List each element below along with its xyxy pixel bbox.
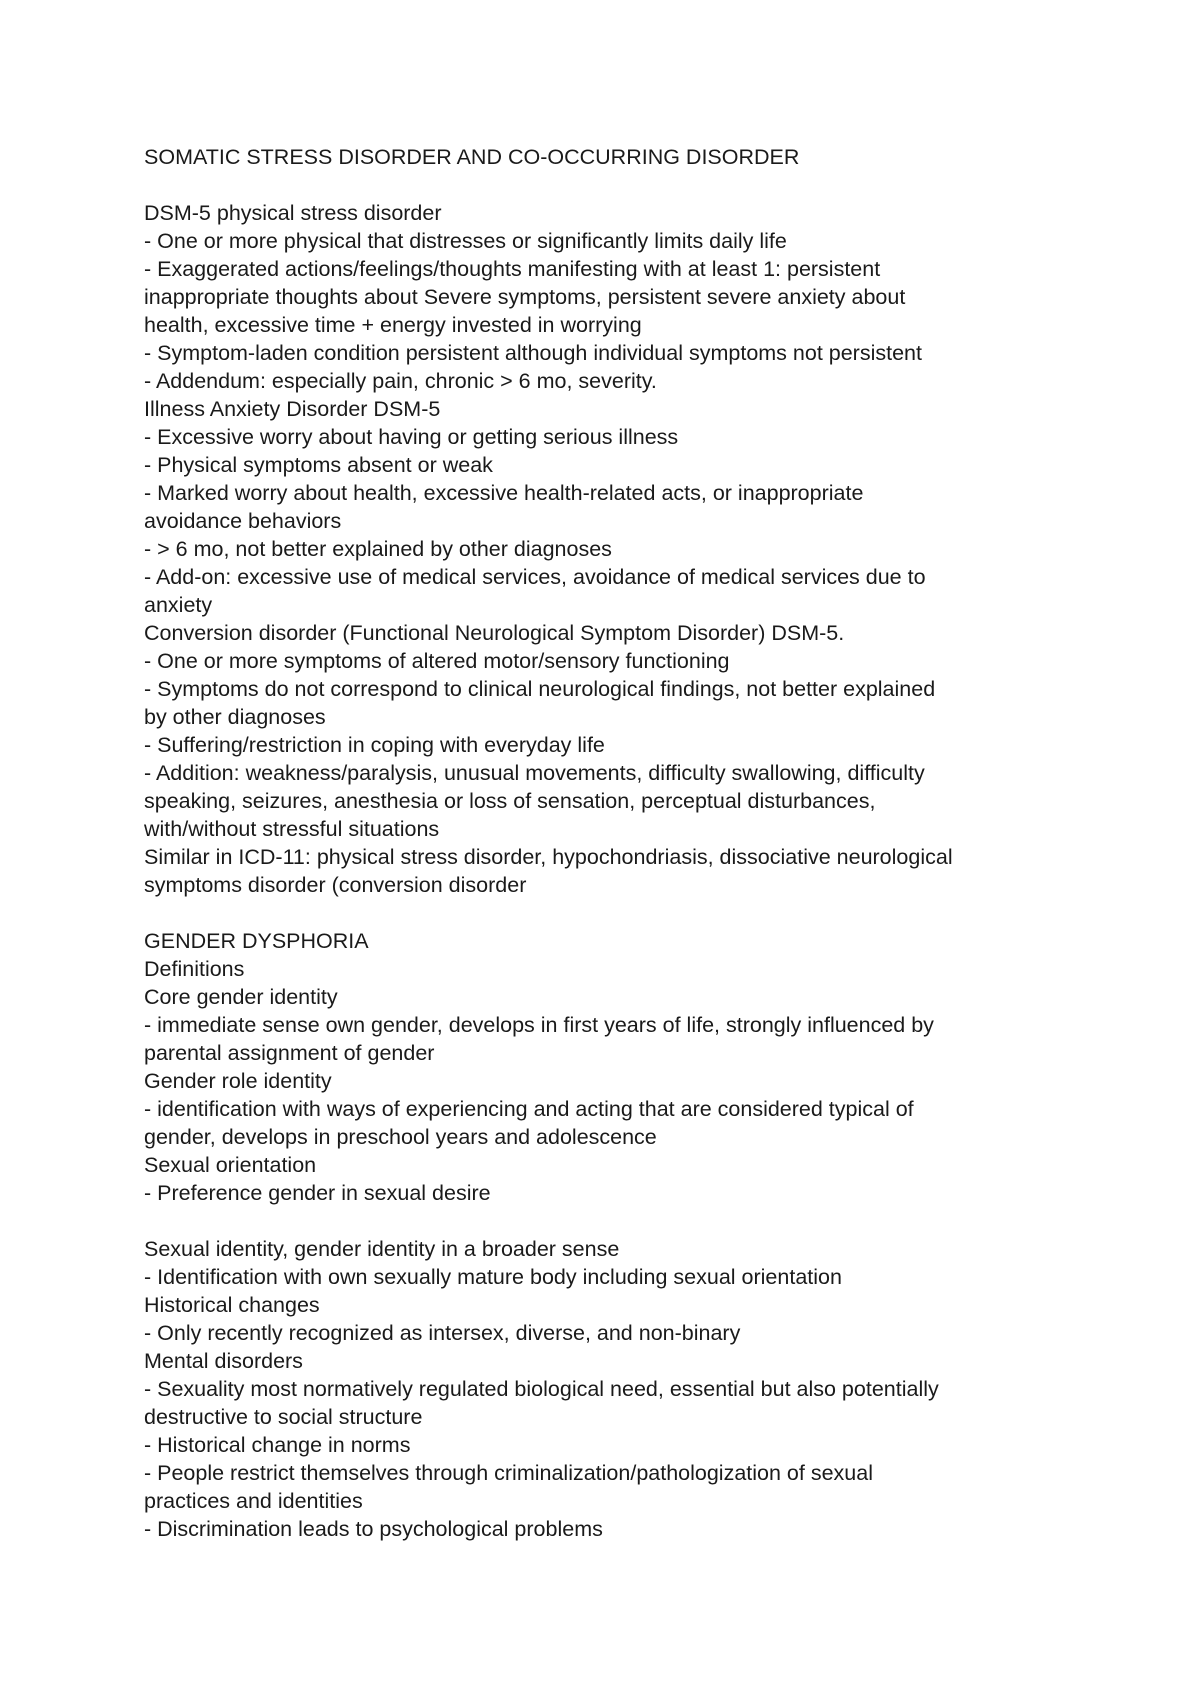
text-line: - Symptoms do not correspond to clinical neurological findings, not better explained bbox=[144, 677, 936, 701]
text-line: - Suffering/restriction in coping with everyday life bbox=[144, 733, 605, 757]
section-heading: SOMATIC STRESS DISORDER AND CO-OCCURRING DISORDER bbox=[144, 145, 800, 169]
text-line: destructive to social structure bbox=[144, 1405, 423, 1429]
text-line: with/without stressful situations bbox=[144, 817, 440, 841]
text-line: inappropriate thoughts about Severe symptoms, persistent severe anxiety about bbox=[144, 285, 906, 309]
text-line: anxiety bbox=[144, 593, 213, 617]
text-line: Similar in ICD-11: physical stress disorder, hypochondriasis, dissociative neurological bbox=[144, 845, 953, 869]
blank-line bbox=[144, 1207, 1074, 1235]
subheading: Mental disorders bbox=[144, 1349, 303, 1373]
text-line: - Historical change in norms bbox=[144, 1433, 411, 1457]
text-line: - > 6 mo, not better explained by other diagnoses bbox=[144, 537, 612, 561]
text-line: - immediate sense own gender, develops in first years of life, strongly influenced by bbox=[144, 1013, 934, 1037]
text-line: - Marked worry about health, excessive health-related acts, or inappropriate bbox=[144, 481, 864, 505]
text-line: - Add-on: excessive use of medical services, avoidance of medical services due to bbox=[144, 565, 926, 589]
text-line: - One or more symptoms of altered motor/sensory functioning bbox=[144, 649, 730, 673]
text-line: - Physical symptoms absent or weak bbox=[144, 453, 493, 477]
text-line: - Only recently recognized as intersex, diverse, and non-binary bbox=[144, 1321, 741, 1345]
text-line: - People restrict themselves through criminalization/pathologization of sexual bbox=[144, 1461, 873, 1485]
text-line: speaking, seizures, anesthesia or loss of sensation, perceptual disturbances, bbox=[144, 789, 876, 813]
text-line: - Identification with own sexually mature body including sexual orientation bbox=[144, 1265, 842, 1289]
text-line: parental assignment of gender bbox=[144, 1041, 435, 1065]
subheading: Sexual identity, gender identity in a broader sense bbox=[144, 1237, 620, 1261]
text-line: practices and identities bbox=[144, 1489, 363, 1513]
subheading: Conversion disorder (Functional Neurological Symptom Disorder) DSM-5. bbox=[144, 621, 845, 645]
text-line: - Preference gender in sexual desire bbox=[144, 1181, 491, 1205]
subheading: Sexual orientation bbox=[144, 1153, 317, 1177]
text-line: - Addition: weakness/paralysis, unusual movements, difficulty swallowing, difficulty bbox=[144, 761, 925, 785]
subheading: Core gender identity bbox=[144, 985, 338, 1009]
text-line: by other diagnoses bbox=[144, 705, 326, 729]
blank-line bbox=[144, 171, 1074, 199]
blank-line bbox=[144, 899, 1074, 927]
text-line: health, excessive time + energy invested in worrying bbox=[144, 313, 642, 337]
subheading: Illness Anxiety Disorder DSM-5 bbox=[144, 397, 441, 421]
text-line: avoidance behaviors bbox=[144, 509, 342, 533]
text-line: - Addendum: especially pain, chronic > 6 mo, severity. bbox=[144, 369, 657, 393]
text-line: - One or more physical that distresses or significantly limits daily life bbox=[144, 229, 787, 253]
text-line: symptoms disorder (conversion disorder bbox=[144, 873, 527, 897]
subheading: Definitions bbox=[144, 957, 245, 981]
text-line: - identification with ways of experiencing and acting that are considered typical of bbox=[144, 1097, 914, 1121]
text-line: - Sexuality most normatively regulated biological need, essential but also potentially bbox=[144, 1377, 939, 1401]
subheading: Gender role identity bbox=[144, 1069, 332, 1093]
subheading: Historical changes bbox=[144, 1293, 320, 1317]
section-heading: GENDER DYSPHORIA bbox=[144, 929, 369, 953]
text-line: - Exaggerated actions/feelings/thoughts manifesting with at least 1: persistent bbox=[144, 257, 881, 281]
text-line: - Excessive worry about having or getting serious illness bbox=[144, 425, 679, 449]
text-line: - Discrimination leads to psychological problems bbox=[144, 1517, 603, 1541]
subheading: DSM-5 physical stress disorder bbox=[144, 201, 442, 225]
text-line: - Symptom-laden condition persistent although individual symptoms not persistent bbox=[144, 341, 922, 365]
text-line: gender, develops in preschool years and adolescence bbox=[144, 1125, 657, 1149]
document-body bbox=[144, 143, 1074, 1543]
